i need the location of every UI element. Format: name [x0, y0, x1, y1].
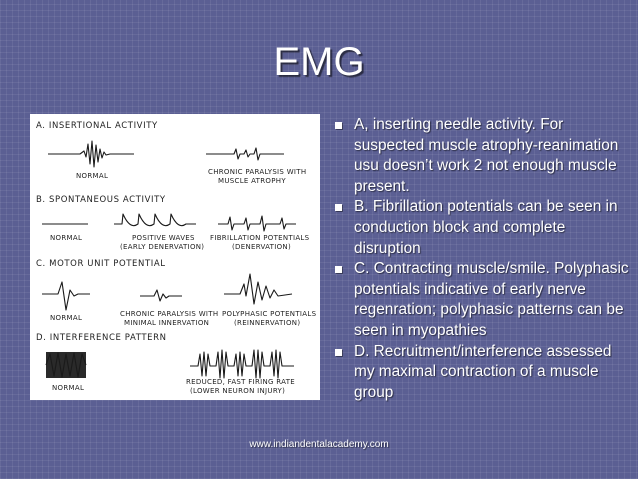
section-a-heading: A. INSERTIONAL ACTIVITY [36, 121, 158, 131]
caption-b-mid-1: POSITIVE WAVES [132, 234, 195, 242]
trace-d-normal [46, 352, 86, 378]
emg-diagram [30, 114, 320, 400]
section-d-heading: D. INTERFERENCE PATTERN [36, 333, 167, 343]
caption-c-normal: NORMAL [50, 314, 83, 322]
caption-a-atrophy-1: CHRONIC PARALYSIS WITH [208, 168, 307, 176]
caption-d-right-2: (LOWER NEURON INJURY) [190, 387, 286, 395]
trace-b-positive-waves [114, 214, 196, 226]
square-bullet-icon [335, 204, 342, 211]
caption-b-right-1: FIBRILLATION POTENTIALS [210, 234, 310, 242]
trace-a-normal [48, 141, 134, 167]
bullet-item [332, 197, 632, 259]
bullet-text: B. Fibrillation potentials can be seen in conduction block and complete disruption [354, 198, 618, 257]
caption-c-mid-2: MINIMAL INNERVATION [124, 319, 210, 327]
bullet-text: C. Contracting muscle/smile. Polyphasic potentials indicative of early nerve regenration; polyphasic patterns can be seen in myopathies [354, 260, 629, 339]
caption-d-right-1: REDUCED, FAST FIRING RATE [186, 378, 295, 386]
caption-b-right-2: (DENERVATION) [232, 243, 291, 251]
bullet-item [332, 259, 632, 341]
trace-c-minimal [140, 290, 182, 301]
trace-d-reduced [190, 350, 294, 378]
caption-b-normal: NORMAL [50, 234, 83, 242]
emg-figure [30, 114, 320, 400]
bullet-list [332, 115, 632, 403]
caption-a-atrophy-2: MUSCLE ATROPHY [218, 177, 286, 185]
caption-d-normal: NORMAL [52, 384, 85, 392]
footer-link[interactable]: www.indiandentalacademy.com [249, 439, 389, 450]
section-c-heading: C. MOTOR UNIT POTENTIAL [36, 259, 166, 269]
slide-title: EMG [273, 40, 365, 84]
caption-c-mid-1: CHRONIC PARALYSIS WITH [120, 310, 219, 318]
bullet-text: D. Recruitment/interference assessed my maximal contraction of a muscle group [354, 342, 612, 401]
trace-c-polyphasic [224, 274, 292, 304]
bullet-text: A, inserting needle activity. For suspected muscle atrophy-reanimation usu doesn’t work 2 not enough muscle present. [354, 116, 619, 195]
bullet-item [332, 342, 632, 404]
caption-a-normal: NORMAL [76, 172, 109, 180]
bullet-item [332, 115, 632, 197]
square-bullet-icon [335, 349, 342, 356]
section-b-heading: B. SPONTANEOUS ACTIVITY [36, 195, 166, 205]
square-bullet-icon [335, 122, 342, 129]
caption-b-mid-2: (EARLY DENERVATION) [120, 243, 205, 251]
trace-c-normal [42, 282, 90, 310]
square-bullet-icon [335, 266, 342, 273]
trace-b-fibrillation [218, 216, 296, 231]
caption-c-right-1: POLYPHASIC POTENTIALS [222, 310, 317, 318]
caption-c-right-2: (REINNERVATION) [234, 319, 301, 327]
trace-a-atrophy [206, 148, 284, 160]
